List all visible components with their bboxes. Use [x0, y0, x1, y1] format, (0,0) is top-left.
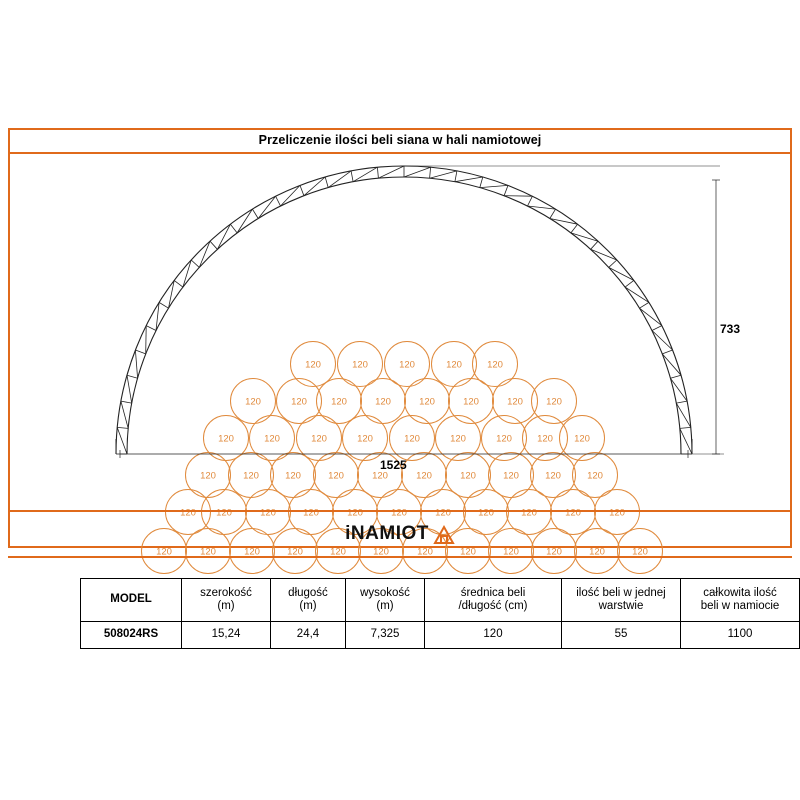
bale-label: 120 — [303, 507, 319, 519]
bale-label: 120 — [245, 396, 261, 408]
bale — [449, 379, 494, 424]
header-length: długość (m) — [271, 579, 346, 622]
bale-label: 120 — [546, 546, 562, 558]
bale-label: 120 — [419, 396, 435, 408]
bale — [432, 342, 477, 387]
bale-label: 120 — [574, 433, 590, 445]
tent-icon — [433, 525, 455, 544]
bale-label: 120 — [507, 396, 523, 408]
spec-table — [80, 578, 800, 649]
cell-model: 508024RS — [81, 622, 182, 649]
bale — [446, 453, 491, 498]
bale-label: 120 — [435, 507, 451, 519]
bale-label: 120 — [260, 507, 276, 519]
logo-band — [8, 507, 792, 558]
bale-label: 120 — [291, 396, 307, 408]
bale — [314, 453, 359, 498]
bale-label: 120 — [200, 546, 216, 558]
cell-height: 7,325 — [346, 622, 425, 649]
bale-label: 120 — [503, 470, 519, 482]
bale — [493, 379, 538, 424]
bale — [231, 379, 276, 424]
truss-lattice — [116, 166, 692, 454]
width-dimension-label: 1525 — [380, 458, 407, 472]
bale-label: 120 — [391, 507, 407, 519]
bale-label: 120 — [156, 546, 172, 558]
bale-label: 120 — [609, 507, 625, 519]
bale-label: 120 — [487, 359, 503, 371]
bale-label: 120 — [521, 507, 537, 519]
brand-logo — [345, 523, 455, 545]
bale-label: 120 — [450, 433, 466, 445]
bale-label: 120 — [417, 546, 433, 558]
logo-text: iNAMIOT — [345, 523, 429, 544]
tent-outline — [116, 166, 692, 454]
bale-label: 120 — [331, 396, 347, 408]
bale-label: 120 — [373, 546, 389, 558]
bale — [361, 379, 406, 424]
bale-label: 120 — [589, 546, 605, 558]
bale-label: 120 — [330, 546, 346, 558]
bale-label: 120 — [285, 470, 301, 482]
bale-label: 120 — [546, 396, 562, 408]
table-header-row — [81, 579, 800, 622]
header-per-layer: ilość beli w jednej warstwie — [562, 579, 681, 622]
bale-label: 120 — [404, 433, 420, 445]
bale-label: 120 — [587, 470, 603, 482]
bale-label: 120 — [372, 470, 388, 482]
header-total: całkowita ilość beli w namiocie — [681, 579, 800, 622]
bale-label: 120 — [357, 433, 373, 445]
cell-total: 1100 — [681, 622, 800, 649]
bale-label: 120 — [311, 433, 327, 445]
bale-label: 120 — [328, 470, 344, 482]
bale-label: 120 — [352, 359, 368, 371]
bale-label: 120 — [537, 433, 553, 445]
bale — [186, 453, 231, 498]
dimension-lines — [120, 166, 724, 458]
bale-label: 120 — [243, 470, 259, 482]
bale-label: 120 — [496, 433, 512, 445]
bale — [405, 379, 450, 424]
bale-label: 120 — [200, 470, 216, 482]
cell-diameter: 120 — [425, 622, 562, 649]
cell-width: 15,24 — [182, 622, 271, 649]
bale-label: 120 — [446, 359, 462, 371]
header-height: wysokość (m) — [346, 579, 425, 622]
bale — [317, 379, 362, 424]
bale — [402, 453, 447, 498]
cell-length: 24,4 — [271, 622, 346, 649]
bale-label: 120 — [218, 433, 234, 445]
bale — [229, 453, 274, 498]
title-band — [8, 128, 792, 154]
bale-label: 120 — [287, 546, 303, 558]
cell-per-layer: 55 — [562, 622, 681, 649]
bale-label: 120 — [565, 507, 581, 519]
bale-label: 120 — [264, 433, 280, 445]
header-width: szerokość (m) — [182, 579, 271, 622]
bale-label: 120 — [416, 470, 432, 482]
bale — [271, 453, 316, 498]
bale-label: 120 — [399, 359, 415, 371]
bale-label: 120 — [244, 546, 260, 558]
bale-label: 120 — [545, 470, 561, 482]
bale — [291, 342, 336, 387]
bale-label: 120 — [347, 507, 363, 519]
bale-label: 120 — [375, 396, 391, 408]
bale-label: 120 — [216, 507, 232, 519]
height-dimension-label: 733 — [720, 322, 741, 336]
header-diameter: średnica beli /długość (cm) — [425, 579, 562, 622]
table-row — [81, 622, 800, 649]
bale-label: 120 — [503, 546, 519, 558]
bale — [277, 379, 322, 424]
page-title: Przeliczenie ilości beli siana w hali namiotowej — [258, 133, 542, 147]
bale-label: 120 — [305, 359, 321, 371]
header-model: MODEL — [81, 579, 182, 622]
bale-label: 120 — [463, 396, 479, 408]
bale-label: 120 — [478, 507, 494, 519]
bale-label: 120 — [632, 546, 648, 558]
bale-label: 120 — [180, 507, 196, 519]
bale-label: 120 — [460, 470, 476, 482]
bale-label: 120 — [460, 546, 476, 558]
